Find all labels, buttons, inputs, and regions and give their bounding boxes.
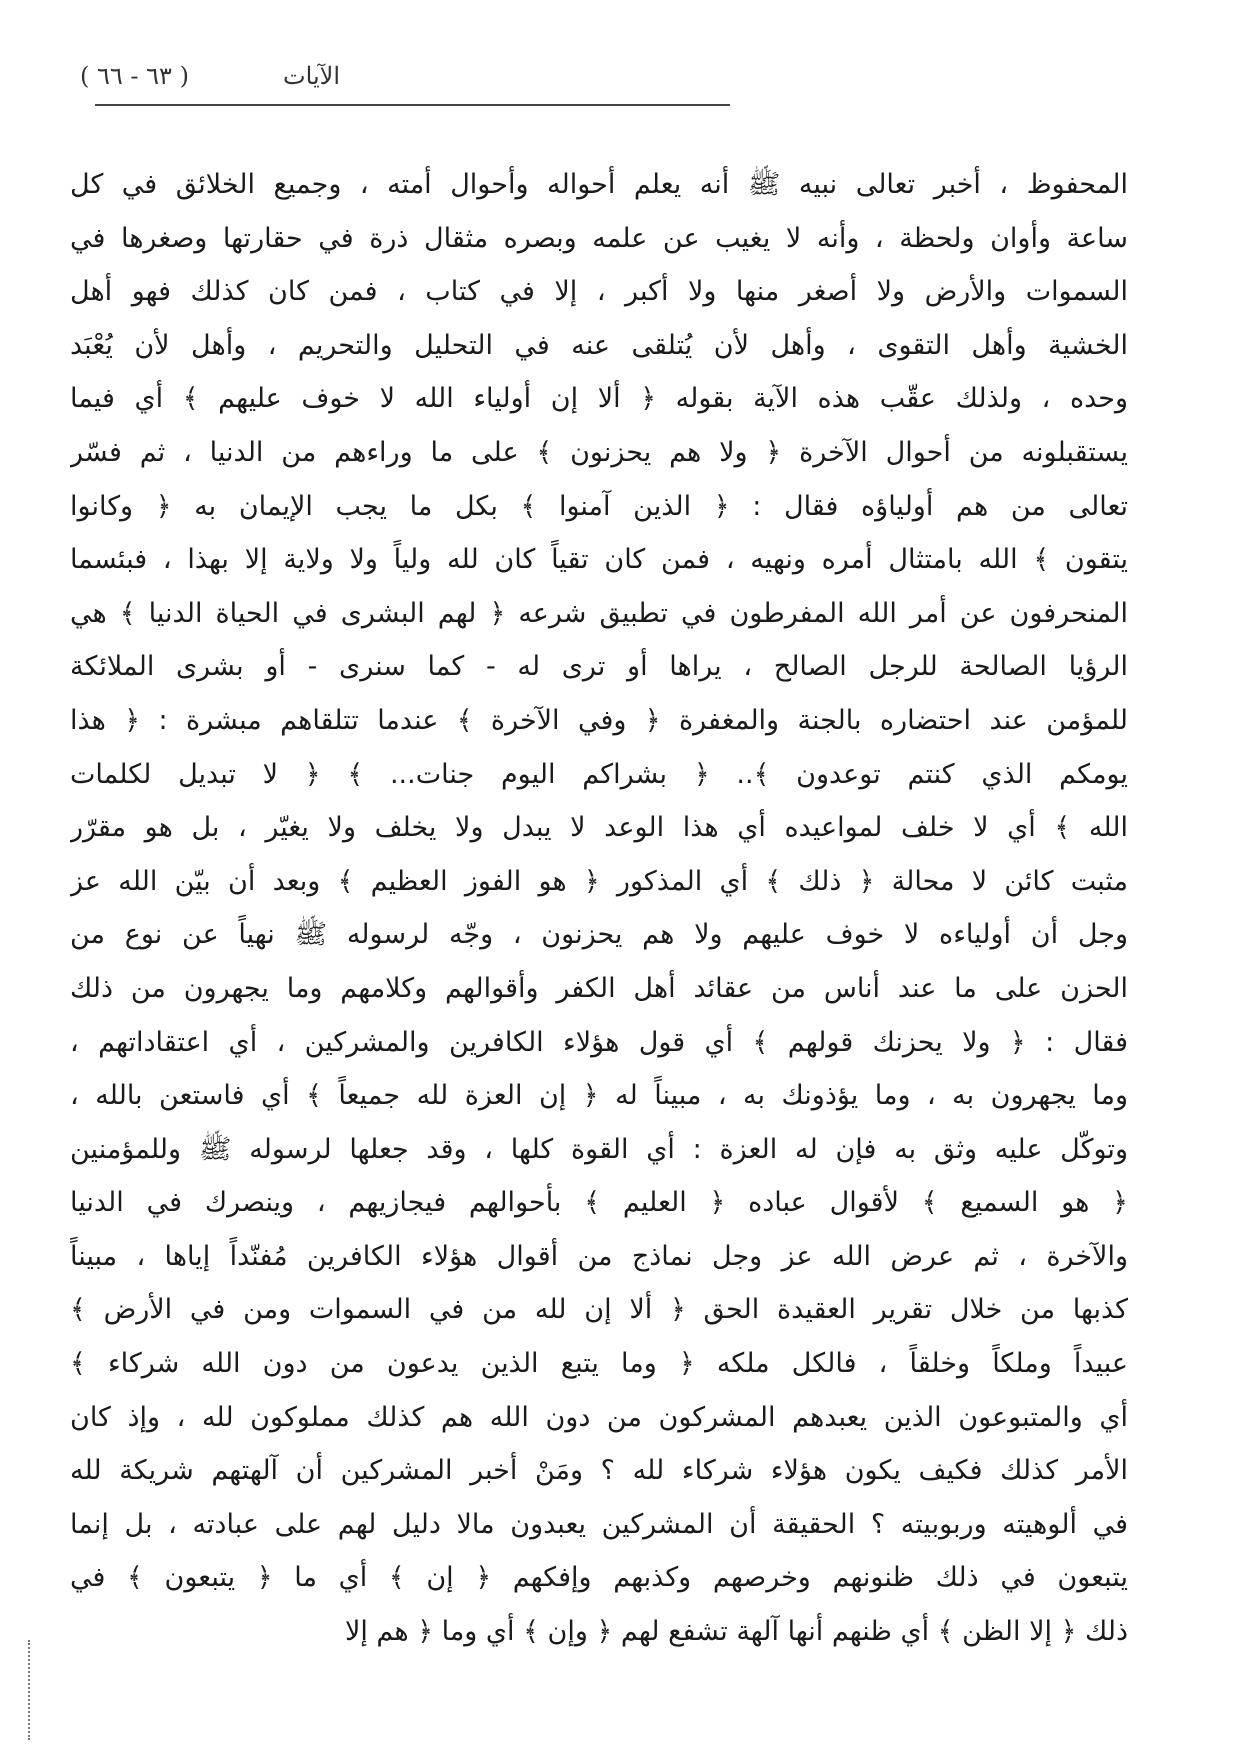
text-line: للمؤمن عند احتضاره بالجنة والمغفرة ﴿ وفي الآخرة ﴾ عندما تتلقاهم مبشرة : ﴿ هذا	[70, 704, 1128, 736]
text-line: المحفوظ ، أخبر تعالى نبيه ﷺ أنه يعلم أحواله وأحوال أمته ، وجميع الخلائق في كل	[70, 169, 1128, 200]
scan-margin-mark	[28, 1640, 33, 1740]
text-line: ﴿ هو السميع ﴾ لأقوال عباده ﴿ العليم ﴾ بأحوالهم فيجازيهم ، وينصرك في الدنيا	[70, 1187, 1128, 1219]
text-line: الخشية وأهل التقوى ، وأهل لأن يُتلقى عنه في التحليل والتحريم ، وأهل لأن يُعْبَد	[70, 329, 1128, 361]
verse-range: ( ٦٣ - ٦٦ )	[80, 62, 189, 90]
text-line: وحده ، ولذلك عقّب هذه الآية بقوله ﴿ ألا إن أولياء الله لا خوف عليهم ﴾ أي فيما	[70, 383, 1128, 415]
text-line: يومكم الذي كنتم توعدون ﴾.. ﴿ بشراكم اليوم جنات... ﴾ ﴿ لا تبديل لكلمات	[70, 758, 1128, 790]
text-line: الأمر كذلك فكيف يكون هؤلاء شركاء لله ؟ ومَنْ أخبر المشركين أن آلهتهم شريكة لله	[70, 1455, 1128, 1487]
text-line: وتوكّل عليه وثق به فإن له العزة : أي القوة كلها ، وقد جعلها لرسوله ﷺ وللمؤمنين	[70, 1133, 1128, 1165]
text-line: وما يجهرون به ، وما يؤذونك به ، مبيناً له ﴿ إن العزة لله جميعاً ﴾ أي فاستعن بالله ،	[70, 1080, 1128, 1112]
text-line: السموات والأرض ولا أصغر منها ولا أكبر ، إلا في كتاب ، فمن كان كذلك فهو أهل	[70, 276, 1128, 308]
section-label: الآيات	[283, 62, 340, 90]
header-divider	[95, 104, 730, 106]
text-line: يستقبلونه من أحوال الآخرة ﴿ ولا هم يحزنون ﴾ على ما وراءهم من الدنيا ، ثم فسّر	[70, 436, 1128, 468]
body-text	[70, 158, 1128, 1659]
text-line: يتبعون في ذلك ظنونهم وخرصهم وكذبهم وإفكهم ﴿ إن ﴾ أي ما ﴿ يتبعون ﴾ في	[70, 1562, 1128, 1594]
text-line: والآخرة ، ثم عرض الله عز وجل نماذج من أقوال هؤلاء الكافرين مُفنّداً إياها ، مبيناً	[70, 1240, 1128, 1272]
text-line: المنحرفون عن أمر الله المفرطون في تطبيق شرعه ﴿ لهم البشرى في الحياة الدنيا ﴾ هي	[70, 597, 1128, 629]
text-line: الحزن على ما عند أناس من عقائد أهل الكفر وأقوالهم وكلامهم وما يجهرون من ذلك	[70, 972, 1128, 1004]
text-line: الرؤيا الصالحة للرجل الصالح ، يراها أو ترى له - كما سنرى - أو بشرى الملائكة	[70, 651, 1128, 683]
page-header	[80, 56, 740, 90]
text-line: ساعة وأوان ولحظة ، وأنه لا يغيب عن علمه وبصره مثقال ذرة في حقارتها وصغرها في	[70, 222, 1128, 254]
text-line: تعالى من هم أولياؤه فقال : ﴿ الذين آمنوا ﴾ بكل ما يجب الإيمان به ﴿ وكانوا	[70, 490, 1128, 522]
text-line: يتقون ﴾ الله بامتثال أمره ونهيه ، فمن كان تقياً كان لله ولياً ولا ولاية إلا بهذا ، فبئسما	[70, 544, 1128, 576]
text-line: وجل أن أولياءه لا خوف عليهم ولا هم يحزنون ، وجّه لرسوله ﷺ نهياً عن نوع من	[70, 919, 1128, 951]
text-line: مثبت كائن لا محالة ﴿ ذلك ﴾ أي المذكور ﴿ هو الفوز العظيم ﴾ وبعد أن بيّن الله عز	[70, 865, 1128, 897]
text-line: كذبها من خلال تقرير العقيدة الحق ﴿ ألا إن لله من في السموات ومن في الأرض ﴾	[70, 1294, 1128, 1326]
text-line: أي والمتبوعون الذين يعبدهم المشركون من دون الله هم كذلك مملوكون لله ، وإذ كان	[70, 1401, 1128, 1433]
text-line: فقال : ﴿ ولا يحزنك قولهم ﴾ أي قول هؤلاء الكافرين والمشركين ، أي اعتقاداتهم ،	[70, 1026, 1128, 1058]
text-line: في ألوهيته وربوبيته ؟ الحقيقة أن المشركين يعبدون مالا دليل لهم على عبادته ، بل إنما	[70, 1508, 1128, 1540]
text-line: الله ﴾ أي لا خلف لمواعيده أي هذا الوعد لا يبدل ولا يخلف ولا يغيّر ، بل هو مقرّر	[70, 812, 1128, 844]
text-line: عبيداً وملكاً وخلقاً ، فالكل ملكه ﴿ وما يتبع الذين يدعون من دون الله شركاء ﴾	[70, 1348, 1128, 1380]
text-line: ذلك ﴿ إلا الظن ﴾ أي ظنهم أنها آلهة تشفع لهم ﴿ وإن ﴾ أي وما ﴿ هم إلا	[344, 1616, 1128, 1648]
